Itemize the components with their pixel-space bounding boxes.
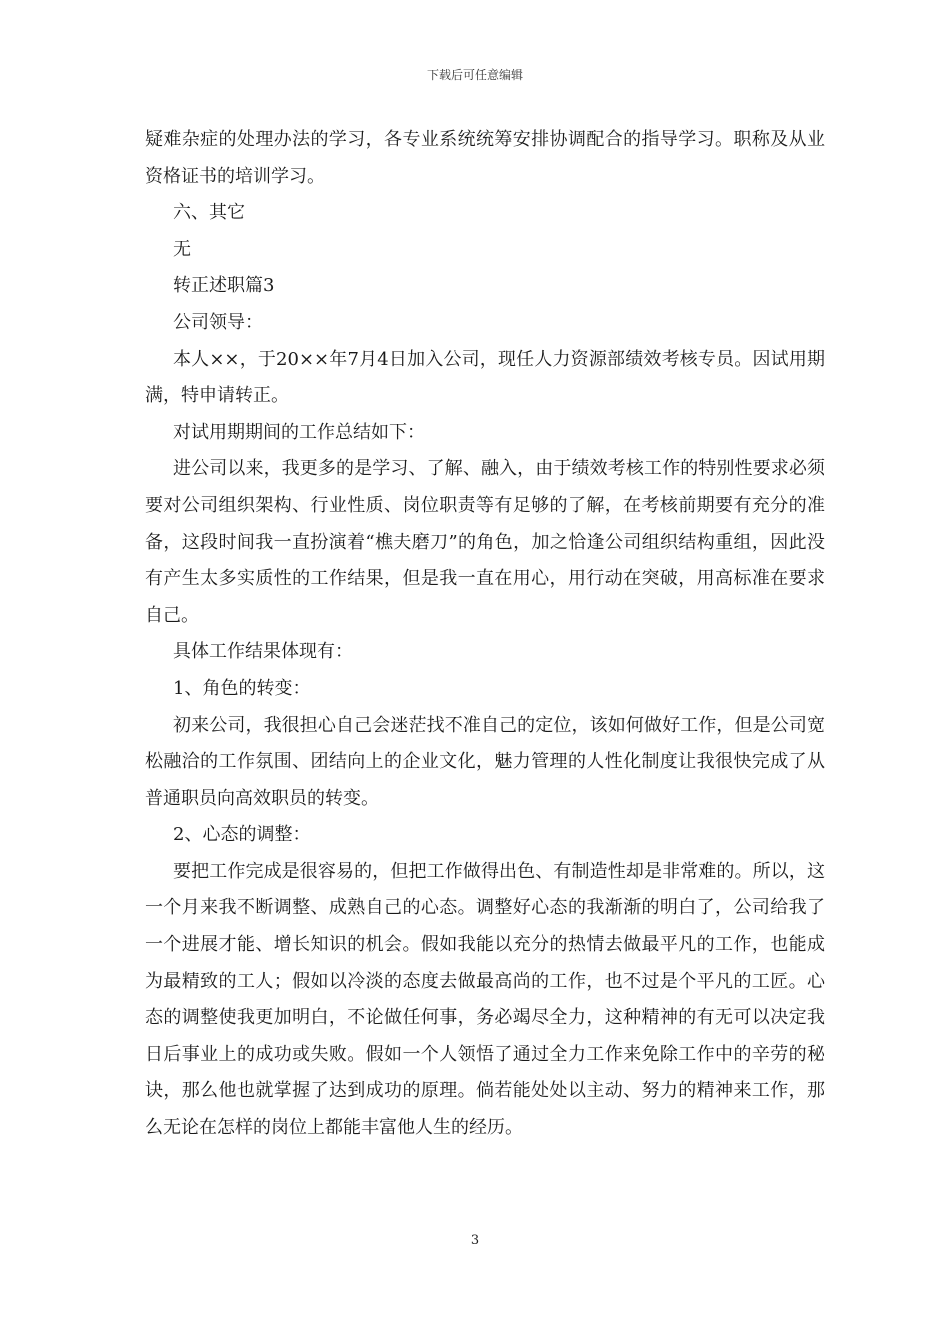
paragraph-none: 无 [173,238,191,260]
article-title: 转正述职篇3 [173,275,275,297]
paragraph-intro: 本人××，于20××年7月4日加入公司，现任人力资源部绩效考核专员。因试用期满，特申请转正。 [145,348,825,407]
paragraph-role-change: 初来公司，我很担心自己会迷茫找不准自己的定位，该如何做好工作，但是公司宽松融洽的工作氛围、团结向上的企业文化，魅力管理的人性化制度让我很快完成了从普通职员向高效职员的转变。 [145,714,825,809]
page-header: 下载后可任意编辑 [426,68,523,82]
paragraph-1: 疑难杂症的处理办法的学习，各专业系统统筹安排协调配合的指导学习。职称及从业资格证书的培训学习。 [145,129,825,187]
paragraph-results-lead: 具体工作结果体现有： [173,641,353,663]
paragraph-summary-lead: 对试用期期间的工作总结如下： [173,421,425,443]
section-heading-other: 六、其它 [173,202,245,224]
subheading-mindset: 2、心态的调整： [173,824,311,846]
paragraph-work-overview: 进公司以来，我更多的是学习、了解、融入，由于绩效考核工作的特别性要求必须要对公司组织架构、行业性质、岗位职责等有足够的了解，在考核前期要有充分的准备，这段时间我一直扮演着“樵夫磨刀”的角色，加之恰逢公司组织结构重组，因此没有产生太多实质性的工作结果，但是我一直在用心，用行动在突破，用高标准在要求自己。 [145,458,825,626]
document-body [145,122,825,1147]
subheading-role-change: 1、角色的转变： [173,677,311,699]
salutation: 公司领导： [173,311,263,333]
paragraph-mindset: 要把工作完成是很容易的，但把工作做得出色、有制造性却是非常难的。所以，这一个月来我不断调整、成熟自己的心态。调整好心态的我渐渐的明白了，公司给我了一个进展才能、增长知识的机会。假如我能以充分的热情去做最平凡的工作，也能成为最精致的工人；假如以冷淡的态度去做最高尚的工作，也不过是个平凡的工匠。心态的调整使我更加明白，不论做任何事，务必竭尽全力，这种精神的有无可以决定我日后事业上的成功或失败。假如一个人领悟了通过全力工作来免除工作中的辛劳的秘诀，那么他也就掌握了达到成功的原理。倘若能处处以主动、努力的精神来工作，那么无论在怎样的岗位上都能丰富他人生的经历。 [145,860,825,1139]
page-number: 3 [470,1233,480,1248]
